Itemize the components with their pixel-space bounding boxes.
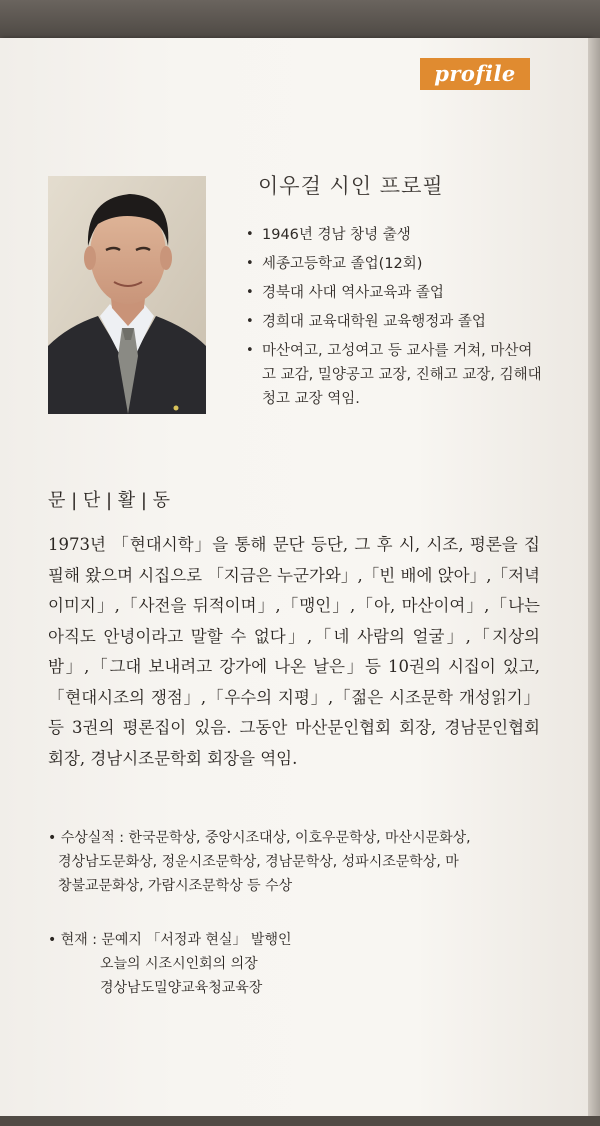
top-border <box>0 0 600 40</box>
current-line: 경상남도밀양교육청교육장 <box>100 980 263 996</box>
current-note <box>48 928 548 1000</box>
bio-item: • 마산여고, 고성여고 등 교사를 거쳐, 마산여고 교감, 밀양공고 교장, 진해고 교장, 김해대청고 교장 역임. <box>246 339 546 411</box>
awards-line: • 수상실적 : 한국문학상, 중앙시조대상, 이호우문학상, 마산시문화상, <box>48 830 471 846</box>
section-heading: 문 | 단 | 활 | 동 <box>48 490 171 511</box>
bio-item: • 1946년 경남 창녕 출생 <box>246 223 546 247</box>
awards-line: 창불교문화상, 가람시조문학상 등 수상 <box>58 878 293 894</box>
current-line: • 현재 : 문예지 「서정과 현실」 발행인 <box>48 932 292 948</box>
current-line: 오늘의 시조시인회의 의장 <box>100 956 258 972</box>
portrait-photo <box>48 176 206 414</box>
bottom-border <box>0 1116 600 1126</box>
bio-list <box>246 223 546 416</box>
awards-note <box>48 826 548 898</box>
bio-item: • 경북대 사대 역사교육과 졸업 <box>246 281 546 305</box>
page-edge <box>588 38 600 1118</box>
portrait-icon <box>48 176 206 414</box>
bio-item: • 세종고등학교 졸업(12회) <box>246 252 546 276</box>
bio-item: • 경희대 교육대학원 교육행정과 졸업 <box>246 310 546 334</box>
profile-title: 이우걸 시인 프로필 <box>258 174 444 198</box>
awards-line: 경상남도문화상, 정운시조문학상, 경남문학상, 성파시조문학상, 마 <box>58 854 459 870</box>
profile-badge: profile <box>420 58 530 90</box>
activity-paragraph: 1973년 「현대시학」을 통해 문단 등단, 그 후 시, 시조, 평론을 집필해 왔으며 시집으로 「지금은 누군가와」,「빈 배에 앉아」,「저녁이미지」,「사전을 뒤적이며」,「맹인」,「아, 마산이여」,「나는 아직도 안녕이라고 말할 수 없다」,「네 사람의 얼굴」,「지상의 밤」,「그대 보내려고 강가에 나온 날은」등 10권의 시집이 있고,「현대시조의 쟁점」,「우수의 지평」,「젊은 시조문학 개성읽기」 등 3권의 평론집이 있음. 그동안 마산문인협회 회장, 경남문인협회 회장, 경남시조문학회 회장을 역임. <box>48 535 540 768</box>
